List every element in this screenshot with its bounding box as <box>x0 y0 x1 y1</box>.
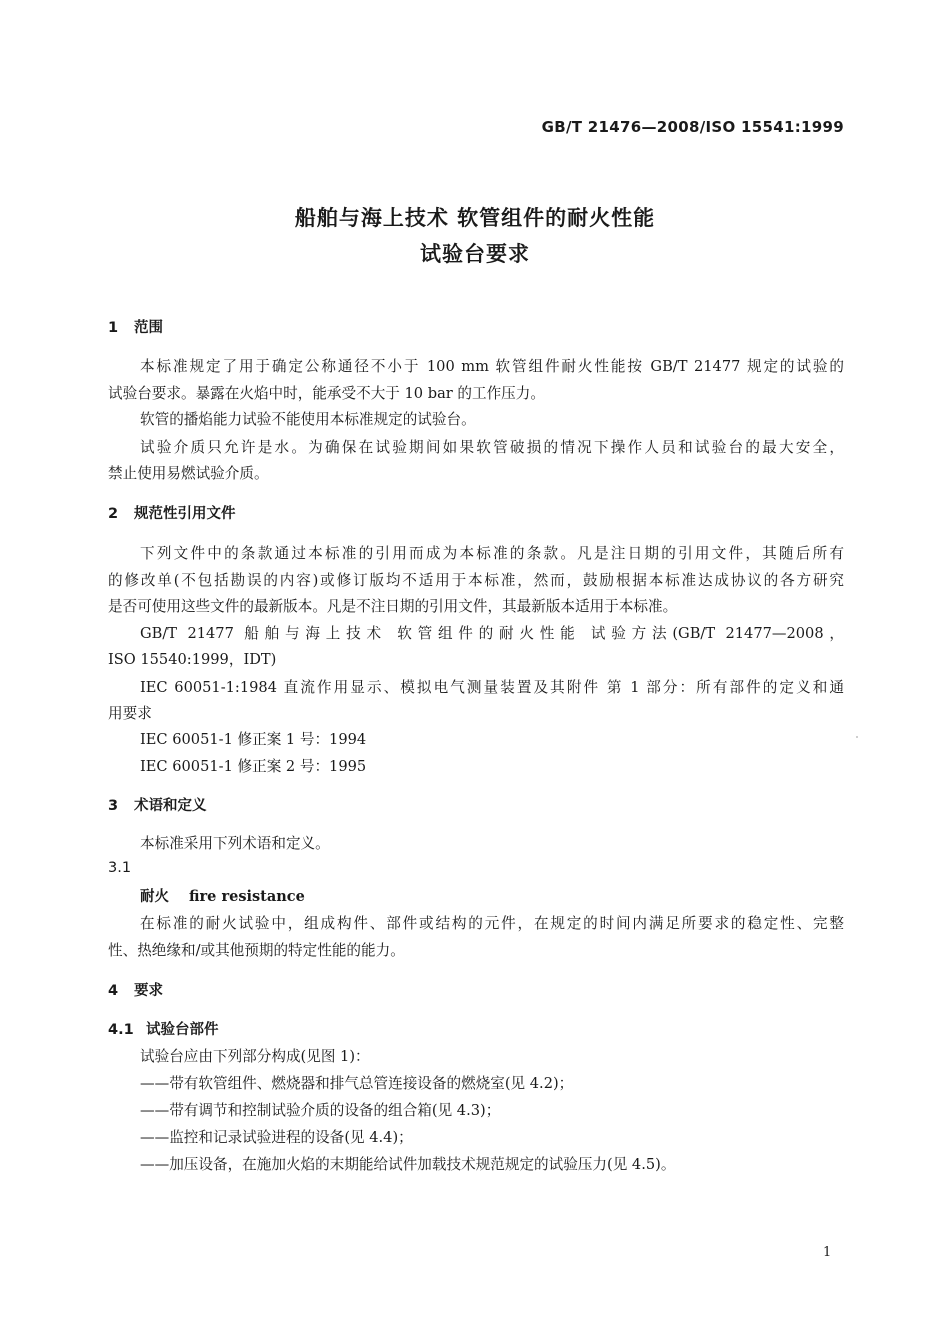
reference-line: IEC 60051-1 修正案 2 号：1995 <box>140 758 367 775</box>
section-4-heading <box>108 979 163 1000</box>
paragraph-line: 软管的播焰能力试验不能使用本标准规定的试验台。 <box>140 411 476 428</box>
list-item: ——带有软管组件、燃烧器和排气总管连接设备的燃烧室(见 4.2)； <box>140 1075 574 1092</box>
section-number: 3 <box>108 798 119 814</box>
section-2-heading <box>108 502 236 523</box>
section-number: 1 <box>108 320 119 336</box>
paragraph-line: 下列文件中的条款通过本标准的引用而成为本标准的条款。凡是注日期的引用文件，其随后所有 <box>140 545 844 562</box>
subsection-title: 试验台部件 <box>146 1022 219 1038</box>
section-1-heading <box>108 316 163 337</box>
document-title-line1: 船舶与海上技术 软管组件的耐火性能 <box>294 206 656 230</box>
subsection-4-1-heading <box>108 1018 219 1039</box>
definition-line: 在标准的耐火试验中，组成构件、部件或结构的元件，在规定的时间内满足所要求的稳定性、完整 <box>140 915 844 932</box>
section-title: 术语和定义 <box>134 798 207 814</box>
term-chinese: 耐火 <box>140 888 169 905</box>
paragraph-line: 禁止使用易燃试验介质。 <box>108 465 269 482</box>
list-item: ——带有调节和控制试验介质的设备的组合箱(见 4.3)； <box>140 1102 501 1119</box>
paragraph-line: 试验介质只允许是水。为确保在试验期间如果软管破损的情况下操作人员和试验台的最大安全， <box>140 439 844 456</box>
section-title: 范围 <box>134 320 163 336</box>
list-item: ——监控和记录试验进程的设备(见 4.4)； <box>140 1129 413 1146</box>
paragraph-line: 的修改单(不包括勘误的内容)或修订版均不适用于本标准，然而，鼓励根据本标准达成协议的各方研究 <box>108 572 844 589</box>
standard-code: GB/T 21476—2008/ISO 15541:1999 <box>541 118 844 136</box>
paragraph-line: 本标准采用下列术语和定义。 <box>140 835 330 852</box>
reference-line: GB/T 21477 船舶与海上技术 软管组件的耐火性能 试验方法(GB/T 21477—2008， <box>140 625 844 642</box>
list-item: ——加压设备，在施加火焰的末期能给试件加载技术规范规定的试验压力(见 4.5)。 <box>140 1156 676 1173</box>
term-entry <box>140 885 305 906</box>
subsection-number: 3.1 <box>108 860 132 876</box>
scan-speck <box>856 736 858 738</box>
document-title-line2: 试验台要求 <box>420 242 530 266</box>
term-english: fire resistance <box>189 888 305 905</box>
reference-line: ISO 15540:1999，IDT) <box>108 651 277 668</box>
subsection-number: 4.1 <box>108 1022 134 1038</box>
paragraph-line: 试验台要求。暴露在火焰中时，能承受不大于 10 bar 的工作压力。 <box>108 385 545 402</box>
section-title: 要求 <box>134 983 163 999</box>
reference-line: IEC 60051-1:1984 直流作用显示、模拟电气测量装置及其附件 第 1 部分：所有部件的定义和通 <box>140 679 844 696</box>
definition-line: 性、热绝缘和/或其他预期的特定性能的能力。 <box>108 942 405 959</box>
reference-line: IEC 60051-1 修正案 1 号：1994 <box>140 731 367 748</box>
section-number: 2 <box>108 506 119 522</box>
page-number: 1 <box>823 1245 832 1260</box>
paragraph-line: 本标准规定了用于确定公称通径不小于 100 mm 软管组件耐火性能按 GB/T 21477 规定的试验的 <box>140 358 844 375</box>
section-3-heading <box>108 794 207 815</box>
paragraph-line: 试验台应由下列部分构成(见图 1)： <box>140 1048 370 1065</box>
paragraph-line: 是否可使用这些文件的最新版本。凡是不注日期的引用文件，其最新版本适用于本标准。 <box>108 598 678 615</box>
section-title: 规范性引用文件 <box>134 506 236 522</box>
section-number: 4 <box>108 983 119 999</box>
reference-line: 用要求 <box>108 705 152 722</box>
